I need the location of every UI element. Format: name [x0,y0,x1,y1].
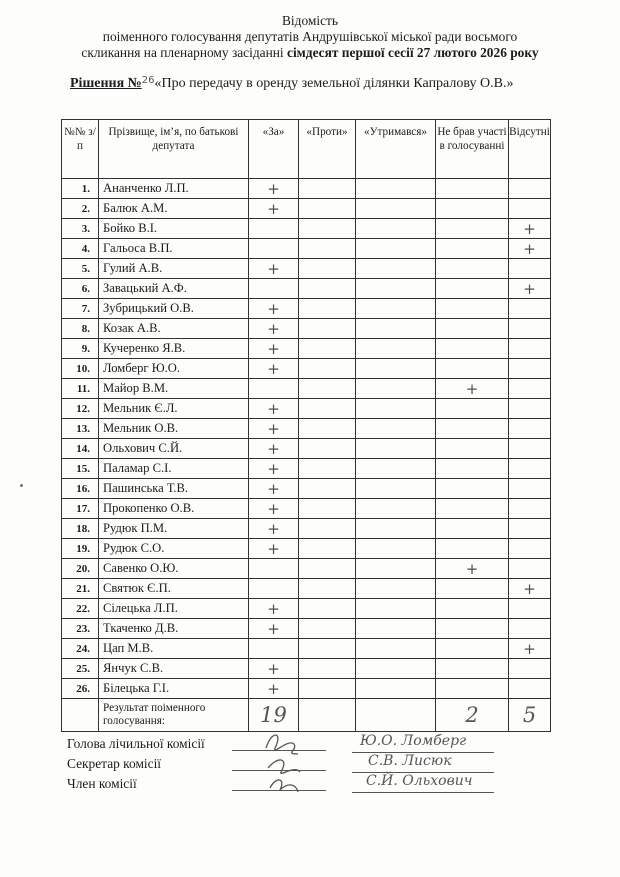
vote-mark-absent [509,519,551,539]
row-number: 20. [62,559,99,579]
table-row [62,259,551,279]
vote-mark-abstained [356,439,436,459]
scan-speck [20,484,23,487]
vote-mark-absent [509,679,551,699]
vote-mark-against [299,539,356,559]
vote-mark-for: + [249,179,299,199]
result-against [299,699,356,732]
col-name-header: Прізвище, ім’я, по батькові депутата [99,120,249,179]
vote-mark-absent [509,399,551,419]
vote-mark-not-voted [436,179,509,199]
vote-mark-not-voted [436,539,509,559]
vote-mark-abstained [356,179,436,199]
vote-mark-absent [509,299,551,319]
result-for: 19 [249,699,299,732]
deputy-name: Ткаченко Д.В. [99,619,249,639]
result-absent: 5 [509,699,551,732]
result-abstained [356,699,436,732]
vote-mark-for: + [249,319,299,339]
vote-mark-absent [509,319,551,339]
vote-mark-for: + [249,499,299,519]
vote-mark-against [299,199,356,219]
vote-mark-absent [509,479,551,499]
vote-mark-for: + [249,419,299,439]
deputy-name: Білецька Г.І. [99,679,249,699]
table-row [62,419,551,439]
handwritten-signature-chair [258,728,308,798]
vote-mark-abstained [356,459,436,479]
table-row [62,299,551,319]
name-line-member [352,792,494,793]
table-header-row [62,120,551,179]
table-row [62,479,551,499]
vote-mark-for [249,279,299,299]
row-number: 22. [62,599,99,619]
vote-mark-for: + [249,259,299,279]
col-not-voted-header: Не брав участі в голосуванні [436,120,509,179]
deputy-name: Ананченко Л.П. [99,179,249,199]
vote-mark-abstained [356,299,436,319]
table-row [62,499,551,519]
vote-mark-against [299,299,356,319]
vote-mark-against [299,379,356,399]
vote-mark-for: + [249,659,299,679]
deputy-name: Завацький А.Ф. [99,279,249,299]
vote-mark-not-voted [436,659,509,679]
vote-mark-for: + [249,619,299,639]
deputy-name: Бойко В.І. [99,219,249,239]
deputy-name: Сілецька Л.П. [99,599,249,619]
vote-mark-abstained [356,359,436,379]
vote-mark-not-voted [436,219,509,239]
deputy-name: Козак А.В. [99,319,249,339]
row-number: 1. [62,179,99,199]
deputy-name: Мельник Є.Л. [99,399,249,419]
vote-mark-absent: + [509,579,551,599]
vote-mark-against [299,639,356,659]
vote-mark-not-voted [436,339,509,359]
vote-mark-absent [509,599,551,619]
row-number: 10. [62,359,99,379]
vote-mark-absent [509,359,551,379]
col-number-header: №№ з/п [62,120,99,179]
deputy-name: Цап М.В. [99,639,249,659]
table-row [62,519,551,539]
vote-mark-for: + [249,459,299,479]
vote-mark-not-voted [436,199,509,219]
vote-mark-against [299,459,356,479]
vote-mark-absent [509,619,551,639]
deputy-name: Гальоса В.П. [99,239,249,259]
vote-mark-absent [509,559,551,579]
vote-mark-not-voted [436,319,509,339]
vote-mark-absent [509,339,551,359]
vote-mark-against [299,419,356,439]
vote-mark-absent [509,179,551,199]
row-number: 24. [62,639,99,659]
deputy-name: Рудюк П.М. [99,519,249,539]
signature-role-member: Член комісії [67,776,137,791]
vote-mark-against [299,519,356,539]
row-number: 11. [62,379,99,399]
vote-mark-absent [509,199,551,219]
handwritten-name-member: С.Й. Ольхович [366,773,473,789]
result-not-voted: 2 [436,699,509,732]
vote-mark-against [299,359,356,379]
vote-mark-absent: + [509,219,551,239]
vote-mark-abstained [356,339,436,359]
vote-mark-against [299,599,356,619]
vote-mark-absent [509,259,551,279]
vote-mark-abstained [356,239,436,259]
document-title: Відомість [281,13,338,28]
vote-mark-for: + [249,599,299,619]
document-subtitle-line2 [0,44,620,61]
deputy-name: Святюк Є.П. [99,579,249,599]
vote-mark-for: + [249,199,299,219]
row-number: 4. [62,239,99,259]
session-date: сімдесят першої сесії 27 лютого 2026 року [287,45,539,60]
deputy-name: Ломберг Ю.О. [99,359,249,379]
table-row [62,459,551,479]
deputy-name: Прокопенко О.В. [99,499,249,519]
vote-mark-for: + [249,299,299,319]
document-subtitle-line1: поіменного голосування депутатів Андрушівської міської ради восьмого [102,29,518,44]
deputy-name: Савенко О.Ю. [99,559,249,579]
table-row [62,599,551,619]
row-number: 21. [62,579,99,599]
row-number: 9. [62,339,99,359]
result-row [62,699,551,732]
vote-mark-absent [509,459,551,479]
row-number: 12. [62,399,99,419]
vote-mark-for [249,579,299,599]
vote-mark-abstained [356,479,436,499]
row-number: 23. [62,619,99,639]
table-row [62,639,551,659]
vote-mark-not-voted [436,479,509,499]
vote-mark-abstained [356,559,436,579]
vote-mark-for: + [249,399,299,419]
vote-mark-absent: + [509,279,551,299]
vote-mark-abstained [356,279,436,299]
vote-mark-for: + [249,439,299,459]
vote-mark-against [299,439,356,459]
table-row [62,579,551,599]
vote-mark-abstained [356,539,436,559]
vote-mark-abstained [356,599,436,619]
row-number: 7. [62,299,99,319]
vote-mark-abstained [356,199,436,219]
vote-mark-abstained [356,519,436,539]
vote-mark-against [299,579,356,599]
vote-mark-abstained [356,399,436,419]
row-number: 25. [62,659,99,679]
vote-mark-not-voted [436,579,509,599]
vote-mark-abstained [356,219,436,239]
vote-mark-not-voted [436,359,509,379]
vote-mark-for [249,219,299,239]
vote-mark-abstained [356,579,436,599]
vote-mark-not-voted [436,419,509,439]
vote-mark-abstained [356,659,436,679]
deputy-name: Мельник О.В. [99,419,249,439]
vote-mark-against [299,479,356,499]
vote-mark-absent [509,379,551,399]
vote-mark-abstained [356,619,436,639]
deputy-name: Янчук С.В. [99,659,249,679]
vote-mark-not-voted [436,599,509,619]
vote-mark-against [299,179,356,199]
table-row [62,179,551,199]
handwritten-name-secretary: С.В. Лисюк [368,753,452,769]
vote-mark-not-voted [436,279,509,299]
voting-table [61,119,551,732]
vote-mark-against [299,659,356,679]
deputy-name: Балюк А.М. [99,199,249,219]
vote-mark-not-voted [436,459,509,479]
table-row [62,439,551,459]
vote-mark-for: + [249,479,299,499]
deputy-name: Зубрицький О.В. [99,299,249,319]
deputy-name: Кучеренко Я.В. [99,339,249,359]
deputy-name: Гулий А.В. [99,259,249,279]
row-number: 15. [62,459,99,479]
deputy-name: Рудюк С.О. [99,539,249,559]
vote-mark-against [299,239,356,259]
vote-mark-for [249,559,299,579]
table-row [62,279,551,299]
table-row [62,679,551,699]
vote-mark-abstained [356,499,436,519]
vote-mark-not-voted: + [436,379,509,399]
deputy-name: Пашинська Т.В. [99,479,249,499]
vote-mark-abstained [356,319,436,339]
table-row [62,399,551,419]
vote-mark-against [299,619,356,639]
vote-mark-not-voted [436,399,509,419]
decision-heading [70,76,513,92]
vote-mark-abstained [356,419,436,439]
signature-role-secretary: Секретар комісії [67,756,162,771]
vote-mark-not-voted [436,499,509,519]
table-row [62,219,551,239]
table-row [62,659,551,679]
vote-mark-for: + [249,359,299,379]
col-abstained-header: «Утримався» [356,120,436,179]
row-number: 18. [62,519,99,539]
vote-mark-not-voted [436,619,509,639]
vote-mark-against [299,399,356,419]
vote-mark-not-voted [436,679,509,699]
vote-mark-against [299,679,356,699]
vote-mark-absent [509,499,551,519]
vote-mark-absent: + [509,639,551,659]
table-row [62,619,551,639]
vote-mark-absent [509,539,551,559]
vote-mark-not-voted [436,639,509,659]
decision-label: Рішення № [70,76,142,91]
row-number: 2. [62,199,99,219]
vote-mark-absent [509,439,551,459]
vote-mark-not-voted [436,259,509,279]
row-number: 16. [62,479,99,499]
row-number: 6. [62,279,99,299]
vote-mark-absent [509,419,551,439]
table-row [62,339,551,359]
row-number: 17. [62,499,99,519]
vote-mark-against [299,559,356,579]
row-number: 8. [62,319,99,339]
vote-mark-abstained [356,259,436,279]
row-number: 3. [62,219,99,239]
session-text: скликання на пленарному засіданні [81,45,284,60]
decision-number: 26 [141,75,155,86]
vote-mark-abstained [356,639,436,659]
vote-mark-absent: + [509,239,551,259]
result-empty-cell [62,699,99,732]
row-number: 5. [62,259,99,279]
decision-title: «Про передачу в оренду земельної ділянки Капралову О.В.» [154,76,514,91]
vote-mark-against [299,319,356,339]
vote-mark-against [299,279,356,299]
result-label: Результат поіменного голосування: [99,699,249,732]
vote-mark-absent [509,659,551,679]
vote-mark-for [249,379,299,399]
table-row [62,319,551,339]
vote-mark-not-voted: + [436,559,509,579]
handwritten-name-chair: Ю.О. Ломберг [360,733,467,749]
table-row [62,239,551,259]
col-against-header: «Проти» [299,120,356,179]
signature-role-chair: Голова лічильної комісії [67,736,205,751]
col-for-header: «За» [249,120,299,179]
vote-mark-not-voted [436,239,509,259]
table-row [62,559,551,579]
vote-mark-not-voted [436,439,509,459]
row-number: 26. [62,679,99,699]
vote-mark-for: + [249,519,299,539]
vote-mark-against [299,259,356,279]
vote-mark-for: + [249,679,299,699]
col-absent-header: Відсутні [509,120,551,179]
vote-mark-for: + [249,539,299,559]
deputy-name: Паламар С.І. [99,459,249,479]
table-row [62,379,551,399]
vote-mark-abstained [356,679,436,699]
vote-mark-not-voted [436,519,509,539]
vote-mark-abstained [356,379,436,399]
row-number: 13. [62,419,99,439]
deputy-name: Ольхович С.Й. [99,439,249,459]
deputy-name: Майор В.М. [99,379,249,399]
vote-mark-for [249,239,299,259]
vote-mark-not-voted [436,299,509,319]
table-row [62,539,551,559]
vote-mark-for [249,639,299,659]
vote-mark-against [299,339,356,359]
table-row [62,199,551,219]
row-number: 14. [62,439,99,459]
table-row [62,359,551,379]
vote-mark-for: + [249,339,299,359]
vote-mark-against [299,499,356,519]
vote-mark-against [299,219,356,239]
row-number: 19. [62,539,99,559]
